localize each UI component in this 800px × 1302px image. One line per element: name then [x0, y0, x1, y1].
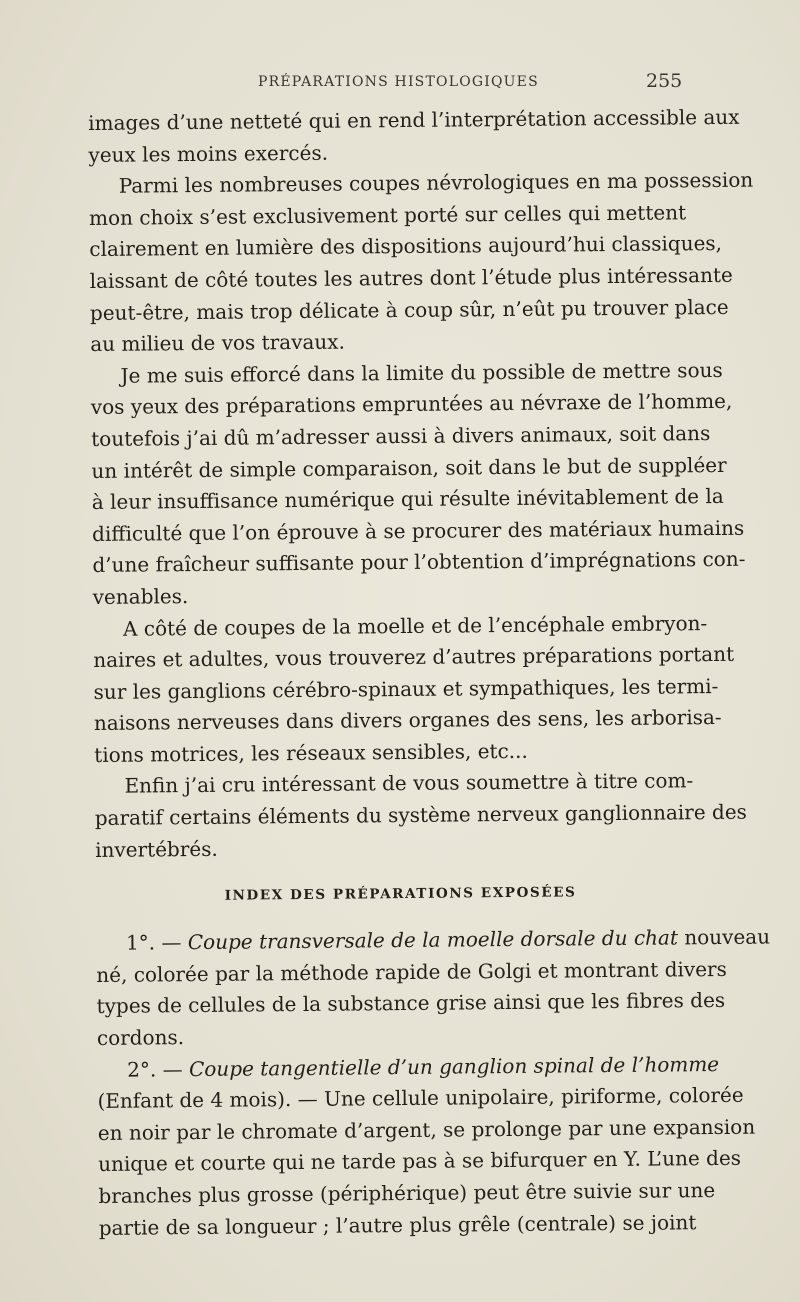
running-title: PRÉPARATIONS HISTOLOGIQUES: [258, 74, 539, 90]
text-line: Enfin j’ai cru intéressant de vous soumettre à titre com-: [124, 768, 694, 799]
text-line: peut-être, mais trop délicate à coup sûr, n’eût pu trouver place: [89, 294, 729, 325]
text-line: au milieu de vos travaux.: [90, 329, 345, 357]
text-line: sur les ganglions cérébro-spinaux et sympathiques, les termi-: [93, 673, 719, 704]
text-line: images d’une netteté qui en rend l’interprétation accessible aux: [88, 104, 740, 135]
index-heading: INDEX DES PRÉPARATIONS EXPOSÉES: [224, 884, 577, 904]
text-line: mon choix s’est exclusivement porté sur celles qui mettent: [88, 200, 687, 230]
text-line: difficulté que l’on éprouve à se procurer des matériaux humains: [91, 515, 745, 546]
text-line: Parmi les nombreuses coupes névrologiques en ma possession: [118, 167, 754, 198]
entry-title: Coupe tangentielle d’un ganglion spinal de l’homme: [188, 1051, 720, 1081]
text-line: tions motrices, les réseaux sensibles, etc...: [94, 738, 528, 767]
text-line: vos yeux des préparations empruntées au névraxe de l’homme,: [90, 389, 733, 420]
text-line: naires et adultes, vous trouverez d’autres préparations portant: [93, 641, 735, 673]
text-line: naisons nerveuses dans divers organes des sens, les arborisa-: [93, 705, 722, 736]
text-line: branches plus grosse (périphérique) peut être suivie sur une: [98, 1178, 716, 1208]
entry-title: Coupe transversale de la moelle dorsale du chat: [187, 925, 679, 955]
entry-text: nouveau: [677, 924, 771, 950]
text-line: né, colorée par la méthode rapide de Golgi et montrant divers: [96, 956, 727, 987]
text-line: partie de sa longueur ; l’autre plus grêle (centrale) se joint: [98, 1209, 697, 1240]
text-line: unique et courte qui ne tarde pas à se bifurquer en Y. L’une des: [98, 1146, 742, 1177]
text-line: toutefois j’ai dû m’adresser aussi à divers animaux, soit dans: [91, 420, 711, 451]
text-line: clairement en lumière des dispositions aujourd’hui classiques,: [89, 231, 723, 262]
text-line: cordons.: [96, 1025, 185, 1050]
text-line: (Enfant de 4 mois). — Une cellule unipolaire, piriforme, colorée: [97, 1082, 744, 1114]
text-line: yeux les moins exercés.: [88, 140, 329, 167]
text-line: types de cellules de la substance grise ainsi que les fibres des: [96, 988, 726, 1019]
text-line: laissant de côté toutes les autres dont l’étude plus intéressante: [89, 262, 733, 293]
text-line: paratif certains éléments du système nerveux ganglionnaire des: [94, 799, 747, 831]
page-number: 255: [646, 70, 683, 92]
text-line: à leur insuffisance numérique qui résulte inévitablement de la: [91, 484, 724, 515]
text-line: A côté de coupes de la moelle et de l’encéphale embryon-: [122, 610, 708, 641]
body-text: [88, 102, 771, 1244]
entry-number: 1°. —: [125, 930, 188, 955]
entry-number: 2°. —: [127, 1056, 190, 1082]
text-line: invertébrés.: [95, 836, 218, 862]
text-line: un intérêt de simple comparaison, soit dans le but de suppléer: [91, 452, 727, 483]
text-line: en noir par le chromate d’argent, se prolonge par une expansion: [97, 1114, 756, 1145]
text-line: venables.: [92, 583, 189, 609]
text-line: Je me suis efforcé dans la limite du possible de mettre sous: [120, 357, 723, 388]
text-line: d’une fraîcheur suffisante pour l’obtention d’imprégnations con-: [92, 547, 746, 578]
